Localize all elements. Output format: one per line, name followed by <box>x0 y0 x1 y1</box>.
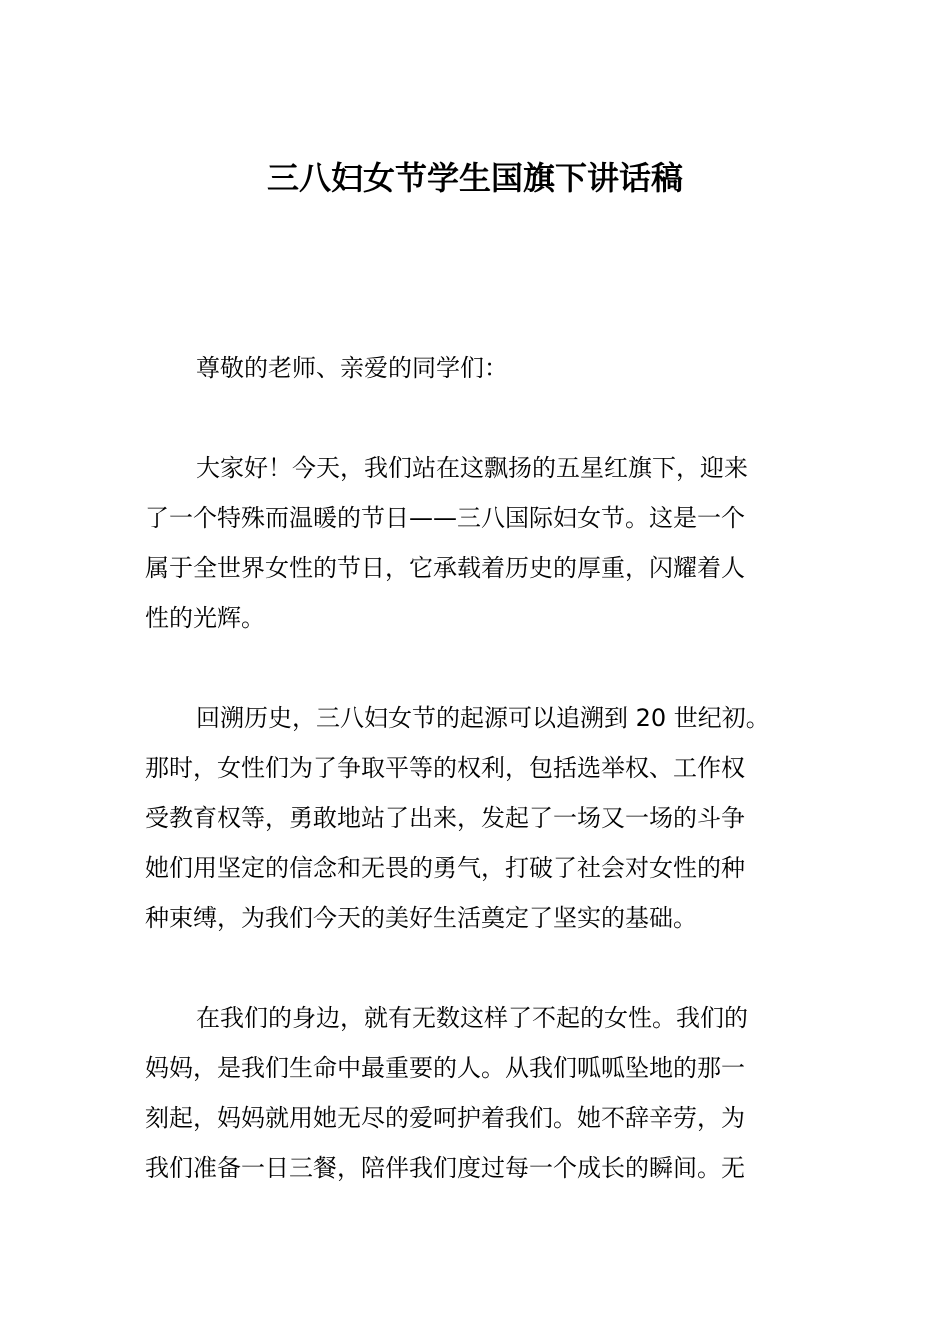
paragraph-1-line-3: 属于全世界女性的节日，它承载着历史的厚重，闪耀着人 <box>145 554 745 582</box>
paragraph-1-line-4: 性的光辉。 <box>145 604 265 632</box>
paragraph-2-line-1: 回溯历史，三八妇女节的起源可以追溯到 20 世纪初。 <box>196 704 770 732</box>
paragraph-1-line-1: 大家好！今天，我们站在这飘扬的五星红旗下，迎来 <box>196 454 748 482</box>
paragraph-2-line-5: 种束缚，为我们今天的美好生活奠定了坚实的基础。 <box>145 904 697 932</box>
paragraph-3-line-1: 在我们的身边，就有无数这样了不起的女性。我们的 <box>196 1004 748 1032</box>
paragraph-2-line-4: 她们用坚定的信念和无畏的勇气，打破了社会对女性的种 <box>145 854 745 882</box>
paragraph-3-line-3: 刻起，妈妈就用她无尽的爱呵护着我们。她不辞辛劳，为 <box>145 1104 745 1132</box>
paragraph-1-line-2: 了一个特殊而温暖的节日——三八国际妇女节。这是一个 <box>145 504 745 532</box>
paragraph-3-line-4: 我们准备一日三餐，陪伴我们度过每一个成长的瞬间。无 <box>145 1154 745 1182</box>
paragraph-2-line-3: 受教育权等，勇敢地站了出来，发起了一场又一场的斗争 <box>145 804 745 832</box>
greeting-line: 尊敬的老师、亲爱的同学们： <box>196 354 508 382</box>
paragraph-2-line-2: 那时，女性们为了争取平等的权利，包括选举权、工作权 <box>145 754 745 782</box>
paragraph-3-line-2: 妈妈，是我们生命中最重要的人。从我们呱呱坠地的那一 <box>145 1054 745 1082</box>
document-title: 三八妇女节学生国旗下讲话稿 <box>266 159 683 197</box>
